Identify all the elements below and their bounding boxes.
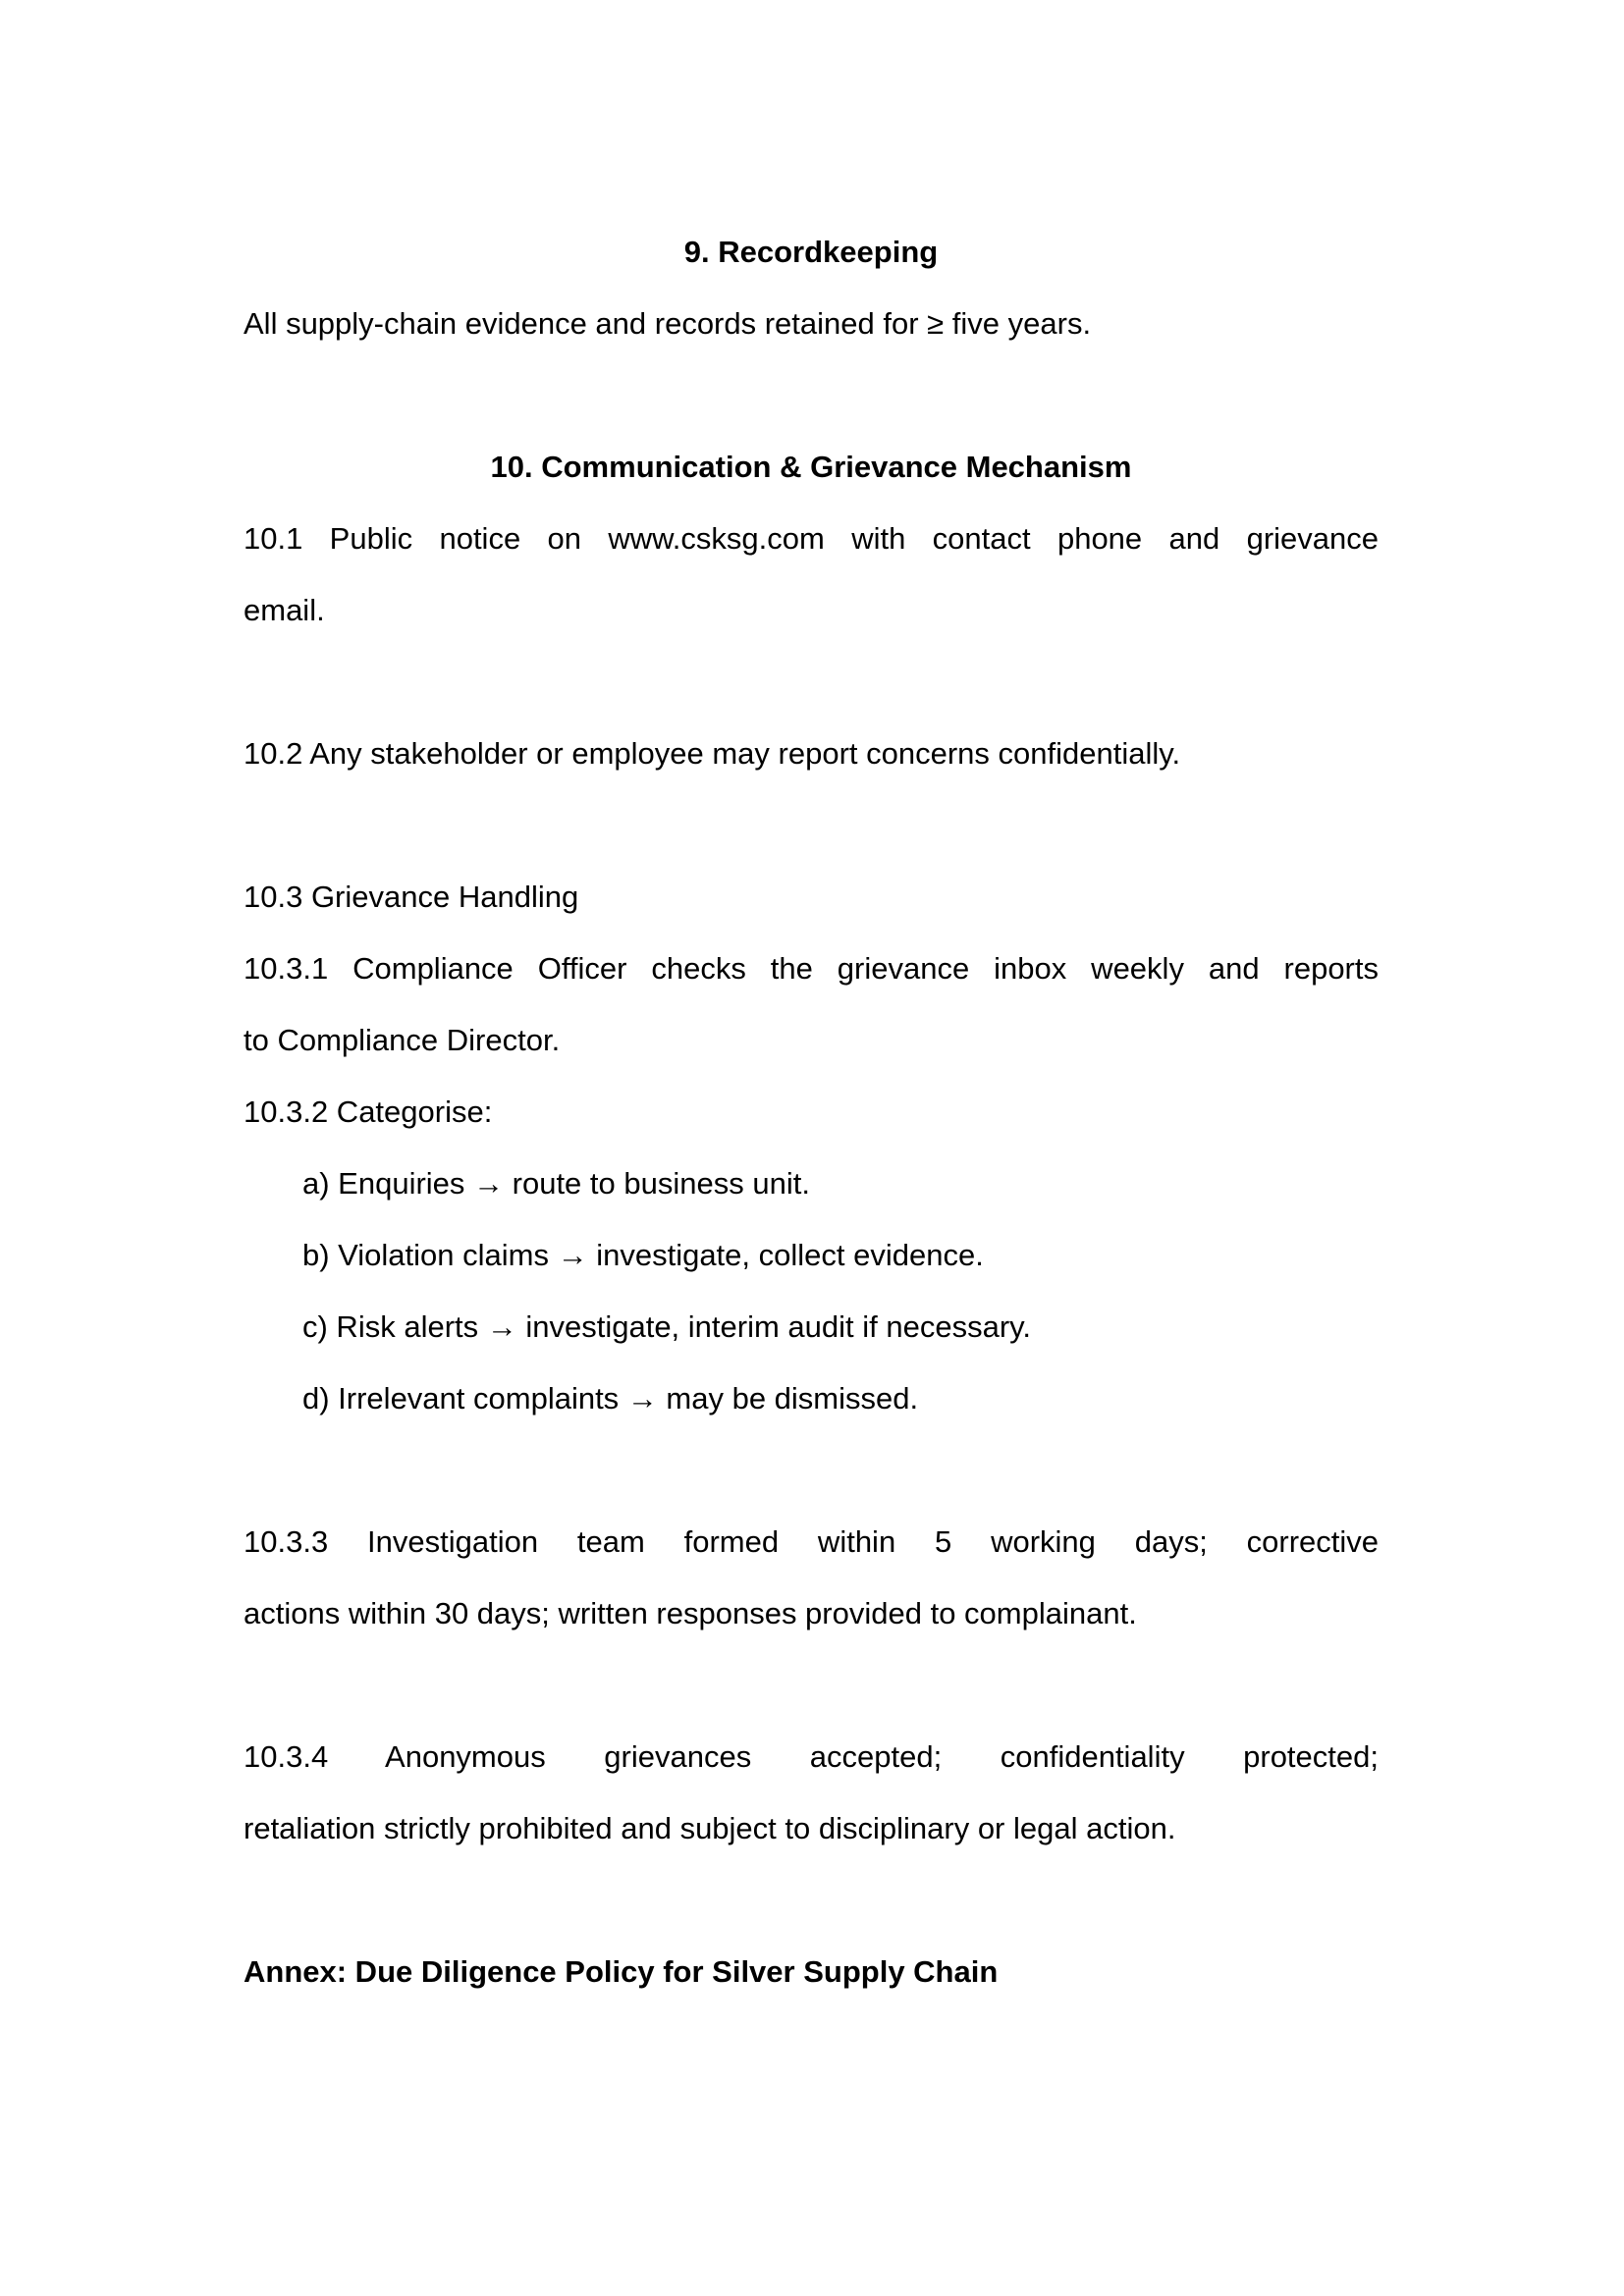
heading-recordkeeping: 9. Recordkeeping [683,235,939,269]
paragraph-10-1-line-2: email. [244,593,325,627]
paragraph-10-1-line-1: 10.1 Public notice on www.csksg.com with contact phone and grievance [244,521,1379,556]
heading-communication-grievance: 10. Communication & Grievance Mechanism [490,450,1132,484]
paragraph-10-3-1-line-2: to Compliance Director. [244,1023,561,1057]
paragraph-10-3-1-line-1: 10.3.1 Compliance Officer checks the grievance inbox weekly and reports [244,951,1379,986]
category-item-c: c) Risk alerts → investigate, interim audit if necessary. [302,1309,1031,1344]
recordkeeping-body: All supply-chain evidence and records retained for ≥ five years. [244,306,1092,341]
category-item-b: b) Violation claims → investigate, collect evidence. [302,1238,984,1272]
paragraph-10-3-2: 10.3.2 Categorise: [244,1095,493,1129]
annex-heading: Annex: Due Diligence Policy for Silver Supply Chain [244,1954,999,1989]
category-item-d: d) Irrelevant complaints → may be dismissed. [302,1381,919,1415]
paragraph-10-3-4-line-1: 10.3.4 Anonymous grievances accepted; confidentiality protected; [244,1739,1379,1774]
paragraph-10-3-4-line-2: retaliation strictly prohibited and subject to disciplinary or legal action. [244,1811,1176,1845]
paragraph-10-3-heading: 10.3 Grievance Handling [244,880,579,914]
paragraph-10-2: 10.2 Any stakeholder or employee may report concerns confidentially. [244,736,1181,771]
category-item-a: a) Enquiries → route to business unit. [302,1166,810,1201]
paragraph-10-3-3-line-2: actions within 30 days; written responses provided to complainant. [244,1596,1137,1630]
paragraph-10-3-3-line-1: 10.3.3 Investigation team formed within 5 working days; corrective [244,1524,1379,1559]
